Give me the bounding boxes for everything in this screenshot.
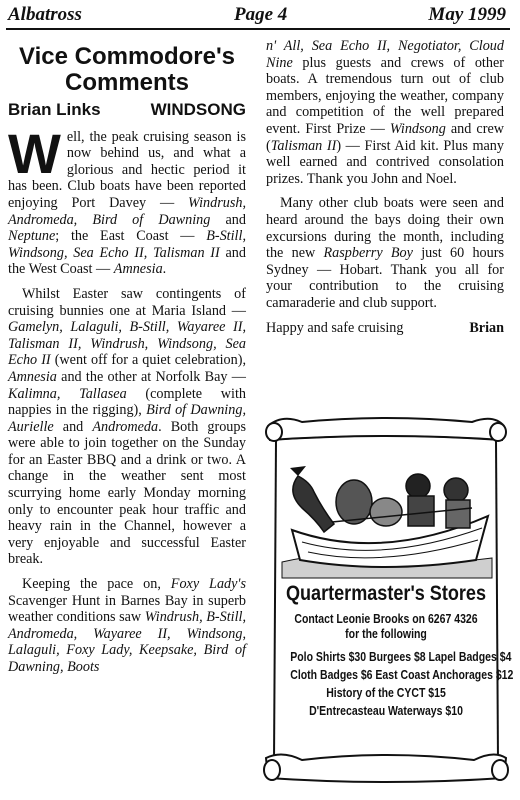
- paragraph-1: Well, the peak cruising season is now behind us, and what a glorious and hectic period it has been. Club boats have been reported enjoying Port Davey — Windrush, Andromeda, Bird of Dawning and Neptune; the East Coast — B-Still, Windsong, Sea Echo II, Talisman II and the West Coast — Amnesia.: [8, 121, 246, 278]
- sign-off: Happy and safe cruising Brian: [266, 319, 504, 336]
- left-column: [8, 38, 246, 684]
- page-number: Page 4: [234, 4, 288, 25]
- boat-name: WINDSONG: [150, 100, 246, 119]
- advert-items-3: History of the CYCT $15: [326, 686, 446, 700]
- right-column: [266, 38, 504, 336]
- paragraph-3: Keeping the pace on, Foxy Lady's Scavenger Hunt in Barnes Bay in superb weather conditions saw Windrush, B-Still, Andromeda, Wayaree II, Windsong, Lalaguli, Foxy Lady, Keepsake, Bird of Dawning, Boots: [8, 576, 247, 675]
- page-header: [6, 4, 510, 30]
- paragraph-5: Many other club boats were seen and heard around the bays doing their own excursions during the month, including the new Raspberry Boy just 60 hours Sydney — Hobart. Thank you all for your contribution to the cruising camaraderie and club support.: [266, 195, 504, 311]
- author-name: Brian Links: [8, 100, 101, 119]
- article-title: [8, 44, 246, 96]
- paragraph-2: Whilst Easter saw contingents of cruising bunnies one at Maria Island — Gamelyn, Lalaguli, B-Still, Wayaree II, Talisman II, Windrush, Windsong, Sea Echo II (went off for a quiet celebration), Amnesia and the other at Norfolk Bay — Kalimna, Tallasea (complete with nappies in the rigging), Bird of Dawning, Aurielle and Andromeda. Both groups were able to join together on the Sunday for an Easter BBQ and a drink or two. A change in the weather sent most scurrying home early Monday morning only to encounter peak hour traffic and heavy rain in the Channel, however a very enjoyable and successful Easter break.: [8, 285, 246, 568]
- advert-following: for the following: [345, 627, 427, 641]
- issue-date: May 1999: [428, 4, 506, 25]
- advert-items-1: Polo Shirts $30 Burgees $8 Lapel Badges $4: [290, 650, 512, 664]
- advert-contact: Contact Leonie Brooks on 6267 4326: [294, 612, 478, 626]
- advert-items-4: D'Entrecasteau Waterways $10: [309, 704, 463, 718]
- paragraph-4: n' All, Sea Echo II, Negotiator, Cloud Nine plus guests and crews of other boats. A tremendous turn out of club members, enjoying the weather, company and competition of the well prepared event. First Prize — Windsong and crew (Talisman II) — First Aid kit. Plus many well earned and contrived consolation prizes. Thank you John and Noel.: [266, 38, 504, 187]
- drop-cap: W: [8, 121, 61, 185]
- byline: [8, 102, 246, 119]
- advert-title: Quartermaster's Stores: [285, 582, 487, 605]
- publication-name: Albatross: [8, 4, 82, 25]
- quartermaster-advert: [262, 412, 514, 792]
- title-line-2: Comments: [64, 69, 190, 96]
- mermaid-boat-illustration-icon: [282, 466, 492, 578]
- title-line-1: Vice Commodore's: [19, 43, 235, 70]
- advert-items-2: Cloth Badges $6 East Coast Anchorages $12: [290, 668, 514, 682]
